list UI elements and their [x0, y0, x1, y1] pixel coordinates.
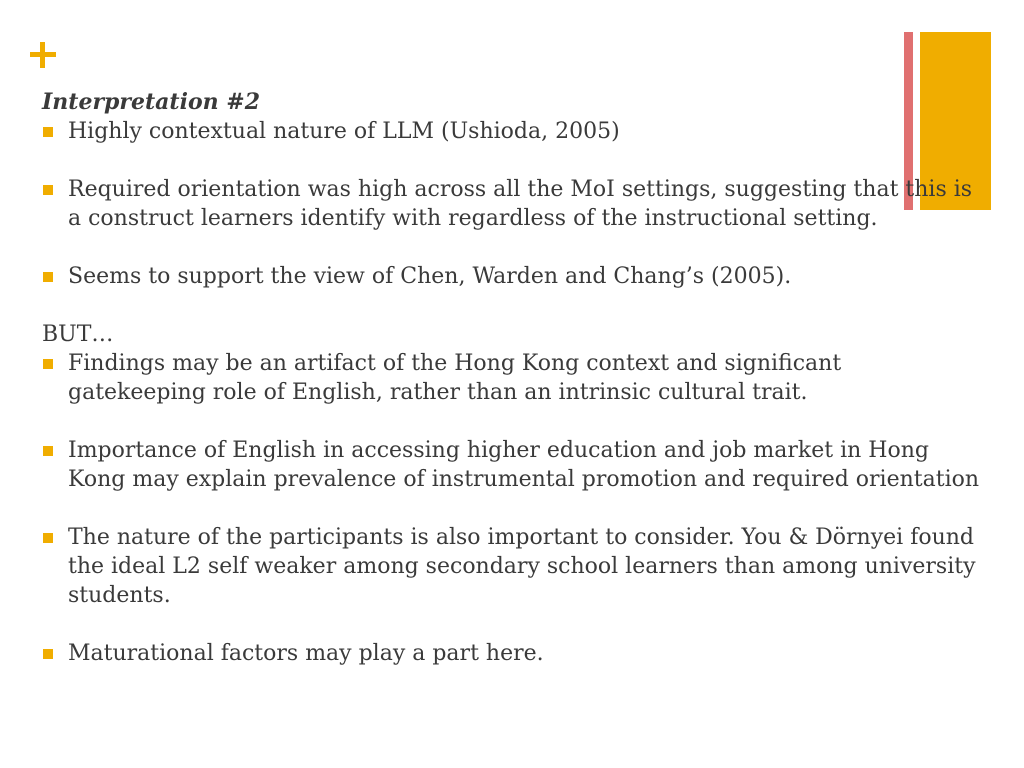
bullet-item	[42, 523, 982, 610]
bullet-text: Findings may be an artifact of the Hong Kong context and significant gatekeeping role of English, rather than an intrinsic cultural trait.	[68, 351, 842, 405]
square-bullet-icon	[43, 127, 53, 137]
slide-heading: Interpretation #2	[42, 89, 261, 115]
square-bullet-icon	[43, 185, 53, 195]
bullet-text: Required orientation was high across all the MoI settings, suggesting that this is a construct learners identify with regardless of the instructional setting.	[68, 177, 973, 231]
bullet-item	[42, 436, 982, 494]
bullet-item	[42, 117, 982, 146]
bullet-text: The nature of the participants is also important to consider. You & Dörnyei found the ideal L2 self weaker among secondary school learners than among university students.	[68, 525, 976, 608]
bullet-item	[42, 349, 982, 407]
slide-body	[42, 88, 982, 668]
bullet-text: Seems to support the view of Chen, Warden and Chang’s (2005).	[68, 264, 792, 289]
square-bullet-icon	[43, 649, 53, 659]
plus-icon	[28, 40, 58, 70]
bullet-item	[42, 175, 982, 233]
bullet-text: Maturational factors may play a part here.	[68, 641, 544, 666]
bullet-text: Highly contextual nature of LLM (Ushioda, 2005)	[68, 119, 620, 144]
bullet-text: Importance of English in accessing higher education and job market in Hong Kong may explain prevalence of instrumental promotion and required orientation	[68, 438, 980, 492]
square-bullet-icon	[43, 446, 53, 456]
but-label: BUT…	[42, 322, 114, 347]
square-bullet-icon	[43, 359, 53, 369]
square-bullet-icon	[43, 533, 53, 543]
bullet-item	[42, 262, 982, 291]
square-bullet-icon	[43, 272, 53, 282]
bullet-item	[42, 639, 982, 668]
